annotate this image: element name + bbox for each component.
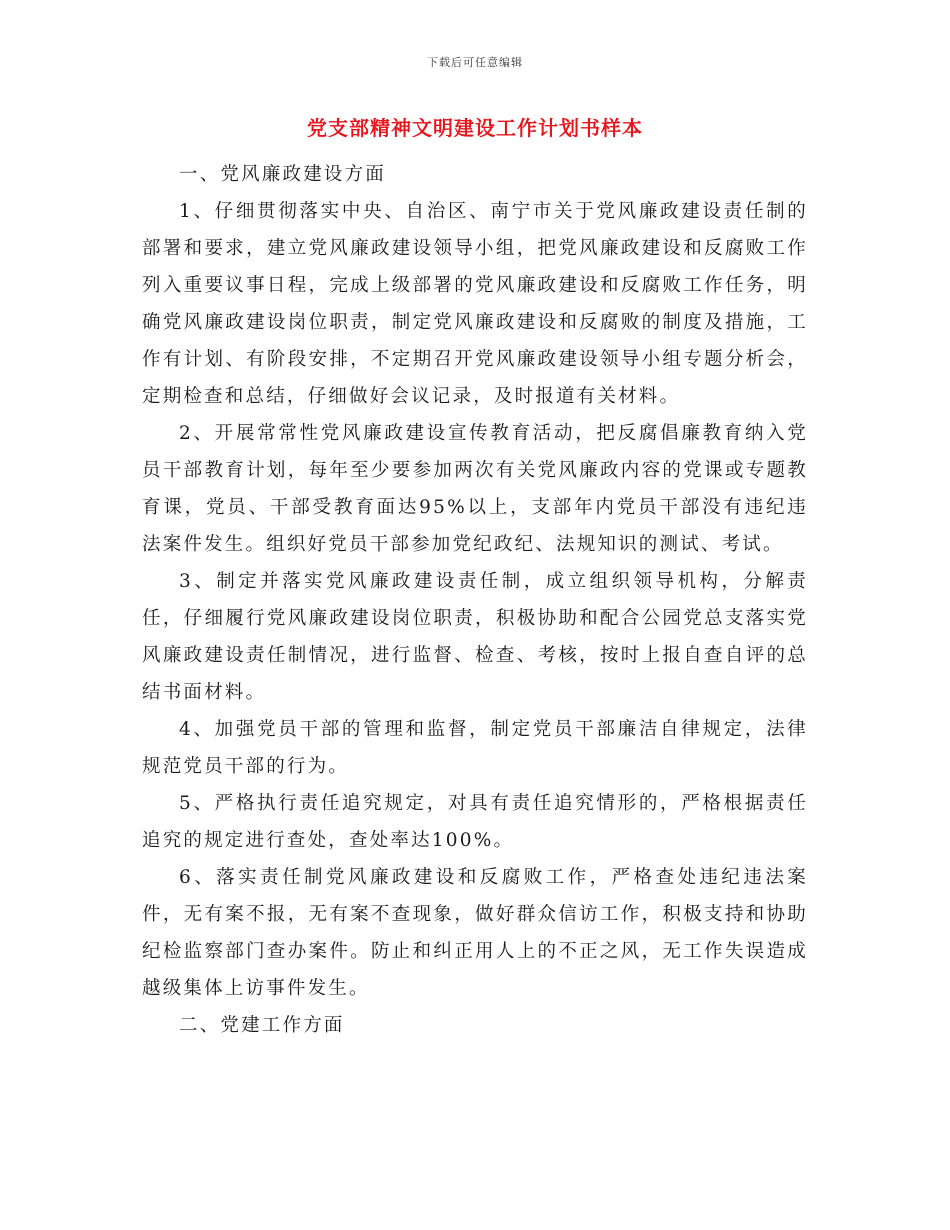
section-heading-1: 一、党风廉政建设方面	[179, 164, 387, 185]
header-note: 下载后可任意编辑	[427, 56, 523, 69]
paragraph-item-3: 3、制定并落实党风廉政建设责任制，成立组织领导机构，分解责任，仔细履行党风廉政建设岗位职责，积极协助和配合公园党总支落实党风廉政建设责任制情况，进行监督、检查、考核，按时上报自查自评的总结书面材料。	[142, 571, 808, 703]
document-body	[142, 156, 808, 1044]
paragraph-item-6: 6、落实责任制党风廉政建设和反腐败工作，严格查处违纪违法案件，无有案不报，无有案不查现象，做好群众信访工作，积极支持和协助纪检监察部门查办案件。防止和纠正用人上的不正之风，无工作失误造成越级集体上访事件发生。	[142, 867, 808, 999]
section-heading-2: 二、党建工作方面	[179, 1015, 345, 1036]
paragraph-item-4: 4、加强党员干部的管理和监督，制定党员干部廉洁自律规定，法律规范党员干部的行为。	[142, 719, 808, 777]
paragraph-item-1: 1、仔细贯彻落实中央、自治区、南宁市关于党风廉政建设责任制的部署和要求，建立党风廉政建设领导小组，把党风廉政建设和反腐败工作列入重要议事日程，完成上级部署的党风廉政建设和反腐败工作任务，明确党风廉政建设岗位职责，制定党风廉政建设和反腐败的制度及措施，工作有计划、有阶段安排，不定期召开党风廉政建设领导小组专题分析会，定期检查和总结，仔细做好会议记录，及时报道有关材料。	[142, 201, 808, 407]
document-title: 党支部精神文明建设工作计划书样本	[307, 116, 643, 140]
paragraph-item-2: 2、开展常常性党风廉政建设宣传教育活动，把反腐倡廉教育纳入党员干部教育计划，每年至少要参加两次有关党风廉政内容的党课或专题教育课，党员、干部受教育面达95%以上，支部年内党员干部没有违纪违法案件发生。组织好党员干部参加党纪政纪、法规知识的测试、考试。	[142, 423, 808, 555]
paragraph-item-5: 5、严格执行责任追究规定，对具有责任追究情形的，严格根据责任追究的规定进行查处，查处率达100%。	[142, 793, 808, 851]
